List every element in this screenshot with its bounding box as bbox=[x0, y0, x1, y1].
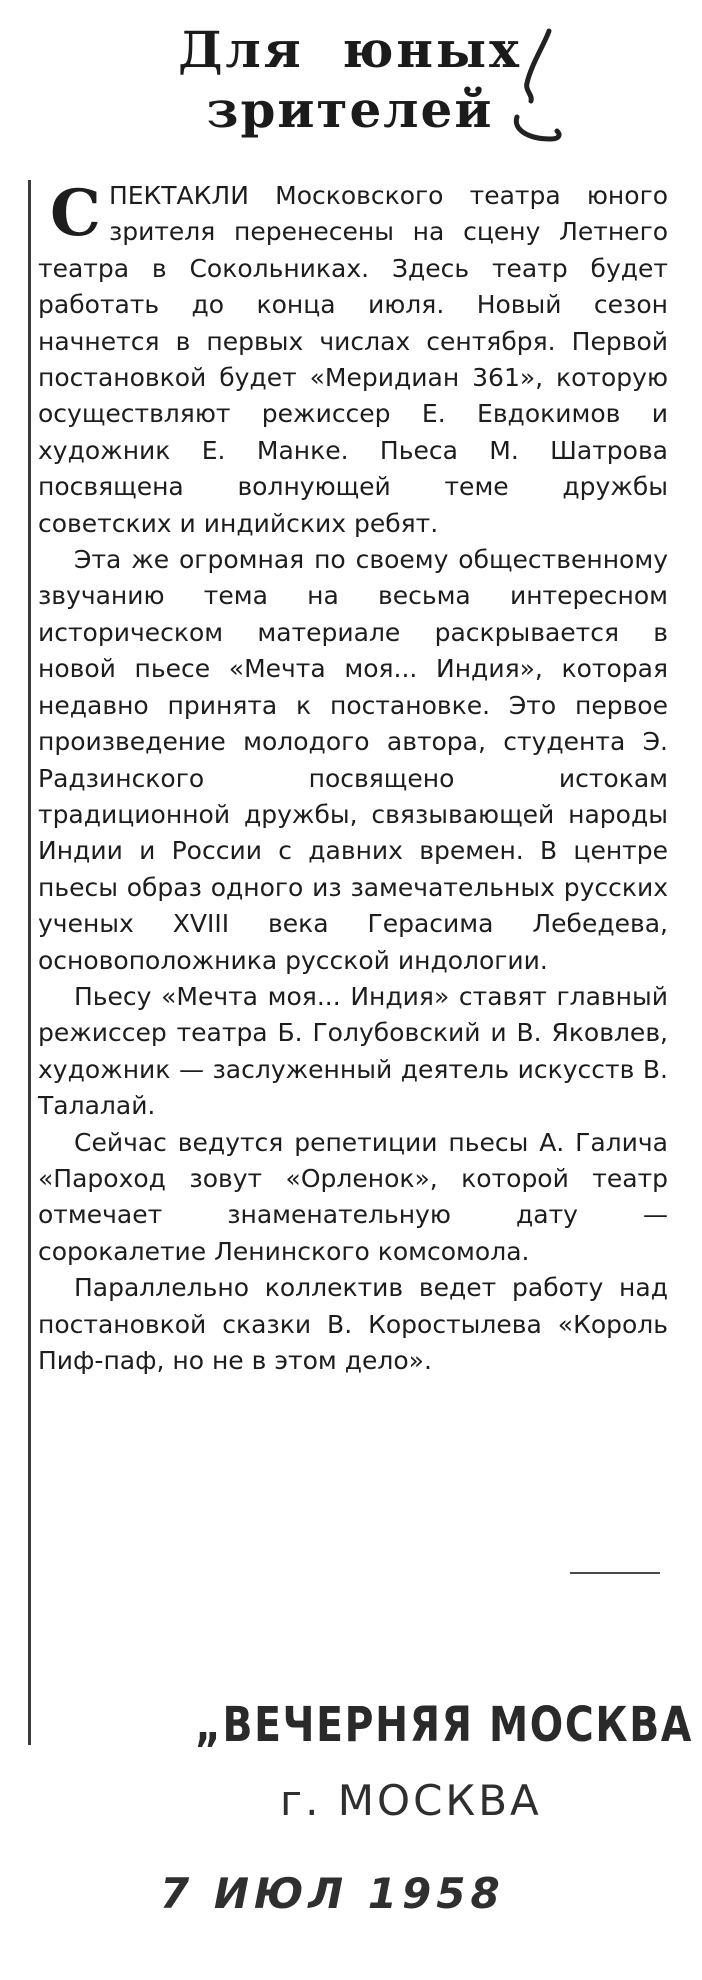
article-paragraph: Сейчас ведутся репетиции пьесы А. Галича «Пароход зовут «Орленок», которой театр отмечает знаменательную дату — сорокалетие Ленинского комсомола. bbox=[38, 1127, 668, 1266]
city-stamp: г. МОСКВА bbox=[280, 1776, 542, 1825]
article-body bbox=[38, 178, 668, 1379]
date-stamp: 7 ИЮЛ 1958 bbox=[160, 1869, 505, 1918]
drop-cap: С bbox=[50, 176, 101, 251]
newspaper-stamp: „ВЕЧЕРНЯЯ МОСКВА bbox=[195, 1697, 693, 1753]
headline-line-1: Для юных bbox=[178, 20, 522, 79]
article-paragraph: Эта же огромная по своему общественному звучанию тема на весьма интересном историческом материале раскрывается в новой пьесе «Мечта моя... Индия», которая недавно принята к постановке. Это первое произведение молодого автора, студента Э. Радзинского посвящено истокам традиционной дружбы, связывающей народы Индии и России с давних времен. В центре пьесы образ одного из замечательных русских ученых XVIII века Герасима Лебедева, основоположника русской индологии. bbox=[38, 545, 668, 975]
headline bbox=[150, 20, 550, 140]
article-paragraph bbox=[38, 178, 668, 542]
end-divider bbox=[570, 1572, 660, 1574]
paragraph-text: ПЕКТАКЛИ Московского театра юного зрителя перенесены на сцену Летнего театра в Сокольниках. Здесь театр будет работать до конца июля. Новый сезон начнется в первых числах сентября. Первой постановкой будет «Меридиан 361», которую осуществляют режиссер Е. Евдокимов и художник Е. Манке. Пьеса М. Шатрова посвящена волнующей теме дружбы советских и индийских ребят. bbox=[38, 181, 668, 538]
article-paragraph: Параллельно коллектив ведет работу над постановкой сказки В. Коростылева «Король Пиф-паф, но не в этом дело». bbox=[38, 1273, 668, 1375]
column-rule bbox=[28, 180, 31, 1745]
headline-line-2: зрителей bbox=[206, 80, 494, 139]
pen-mark-icon bbox=[505, 25, 575, 155]
article-paragraph: Пьесу «Мечта моя... Индия» ставят главный режиссер театра Б. Голубовский и В. Яковлев, художник — заслуженный деятель искусств В. Талалай. bbox=[38, 981, 668, 1121]
